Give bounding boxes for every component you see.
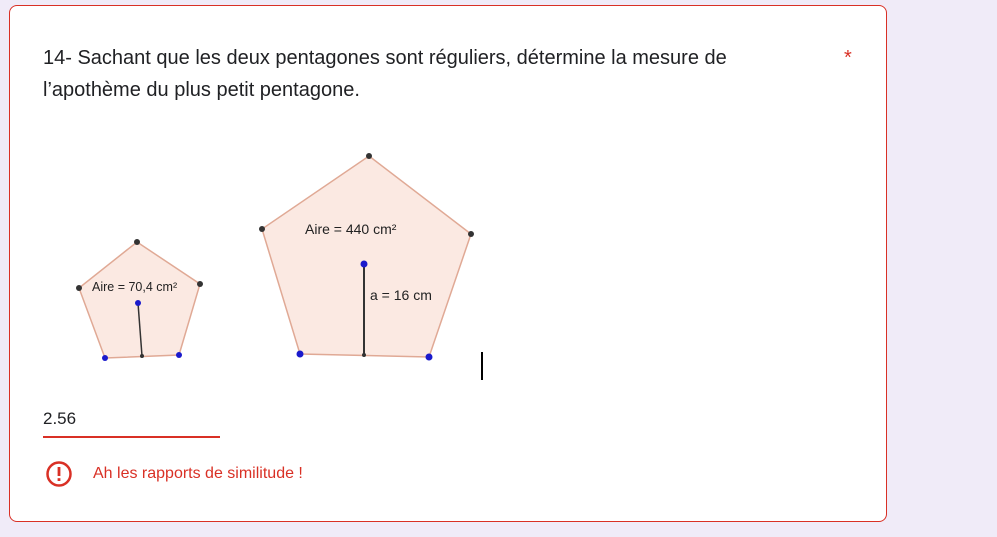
error-message: Ah les rapports de similitude ! [93,465,303,482]
large-bottom-right-point [426,354,433,361]
large-area-label: Aire = 440 cm² [305,221,397,237]
large-apothem-label: a = 16 cm [370,287,432,303]
small-right-vertex-point [197,281,203,287]
small-area-label: Aire = 70,4 cm² [92,280,178,294]
required-asterisk: * [844,47,852,69]
large-apothem-foot-point [362,353,366,357]
large-top-vertex-point [366,153,372,159]
small-left-vertex-point [76,285,82,291]
text-cursor-icon [481,352,483,380]
large-right-vertex-point [468,231,474,237]
small-bottom-right-point [176,352,182,358]
small-apothem-foot-point [140,354,144,358]
answer-input[interactable] [43,404,220,434]
large-bottom-left-point [297,351,304,358]
answer-field[interactable] [43,404,220,438]
validation-error [45,460,303,488]
error-exclamation-icon [45,460,73,488]
small-bottom-left-point [102,355,108,361]
question-title: 14- Sachant que les deux pentagones sont réguliers, détermine la mesure de l’apothème du plus petit pentagone. [43,47,727,101]
small-pentagon [79,242,200,358]
question-card [9,5,887,522]
small-center-point [135,300,141,306]
large-pentagon [262,156,471,357]
large-center-point [361,261,368,268]
question-image [40,141,500,376]
large-left-vertex-point [259,226,265,232]
small-top-vertex-point [134,239,140,245]
pentagons-figure [40,141,500,371]
